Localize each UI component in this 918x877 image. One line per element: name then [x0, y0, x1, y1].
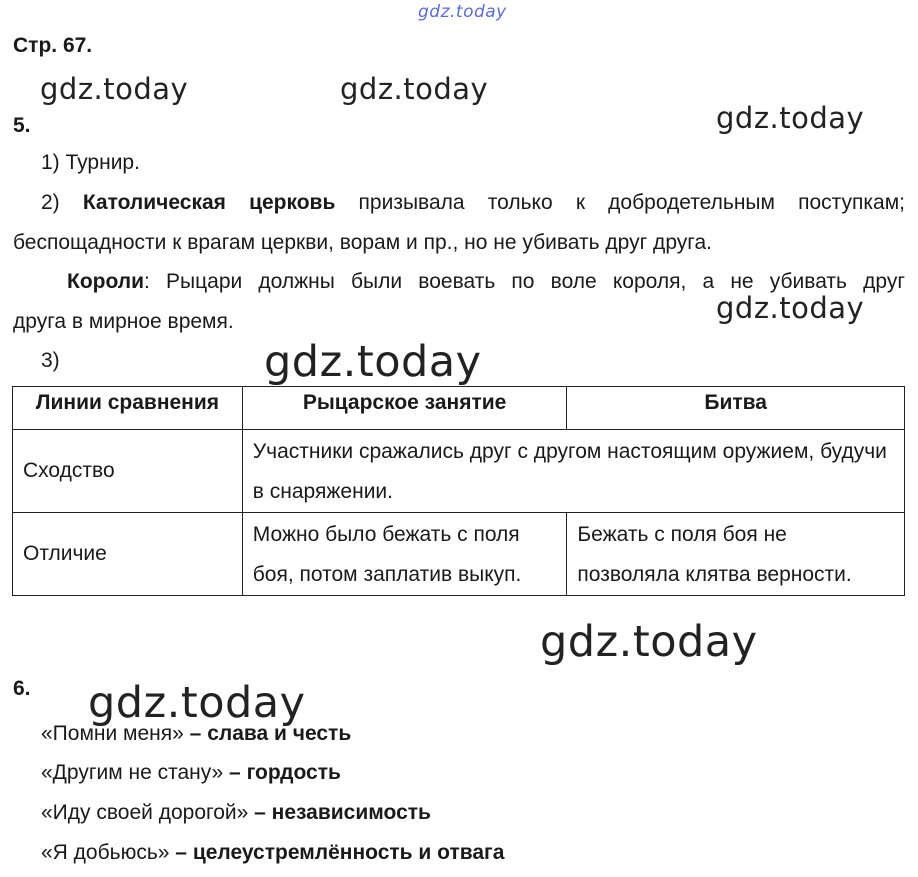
table-cell: Бежать с поля боя не позволяла клятва верности. — [567, 513, 905, 596]
table-row — [13, 430, 905, 513]
answer-item — [13, 270, 905, 294]
table-cell-label: Сходство — [13, 430, 243, 513]
watermark: gdz.today — [340, 72, 489, 106]
answer-bold: гордость — [246, 761, 341, 784]
quote-text: «Иду своей дорогой» — [41, 801, 249, 824]
table-header: Битва — [567, 387, 905, 430]
watermark: gdz.today — [540, 617, 758, 667]
answer-text: призывала только к добродетельным поступкам; — [335, 191, 906, 214]
watermark: gdz.today — [40, 72, 189, 106]
watermark: gdz.today — [264, 337, 482, 387]
quote-text: «Я добьюсь» — [41, 841, 170, 864]
watermark: gdz.today — [716, 291, 865, 325]
table-header-row — [13, 387, 905, 430]
answer-item: 1) Турнир. — [41, 151, 140, 174]
answer-item: 3) — [41, 349, 60, 372]
task-number: 5. — [13, 114, 31, 137]
dash: – — [169, 841, 193, 864]
watermark: gdz.today — [88, 678, 306, 728]
answer-text: беспощадности к врагам церкви, ворам и пр., но не убивать друг друга. — [13, 231, 712, 254]
quote-text: «Помни меня» — [41, 722, 184, 745]
item-prefix: 2) — [41, 191, 83, 214]
list-item — [41, 722, 351, 746]
table-row — [13, 513, 905, 596]
dash: – — [223, 761, 247, 784]
dash: – — [248, 801, 272, 824]
answer-bold: целеустремлённость и отвага — [192, 841, 505, 864]
table-cell-label: Отличие — [13, 513, 243, 596]
table-cell: Участники сражались друг с другом настоящим оружием, будучи в снаряжении. — [242, 430, 904, 513]
dash: – — [183, 722, 208, 745]
list-item — [41, 841, 504, 865]
term-bold: Короли — [67, 270, 145, 293]
task-number: 6. — [13, 677, 31, 700]
table-header: Рыцарское занятие — [242, 387, 567, 430]
answer-item — [13, 191, 905, 215]
answer-bold: независимость — [271, 801, 431, 824]
answer-bold: слава и честь — [207, 722, 352, 745]
list-item — [41, 801, 431, 825]
answer-text: друга в мирное время. — [13, 310, 234, 333]
watermark-top: gdz.today — [418, 2, 507, 22]
quote-text: «Другим не стану» — [41, 761, 224, 784]
table-header: Линии сравнения — [13, 387, 243, 430]
table-cell: Можно было бежать с поля боя, потом заплатив выкуп. — [242, 513, 567, 596]
watermark: gdz.today — [716, 101, 865, 135]
page-reference: Стр. 67. — [13, 34, 93, 57]
term-bold: Католическая церковь — [82, 191, 336, 214]
list-item — [41, 761, 341, 785]
comparison-table — [12, 386, 905, 596]
answer-text: : Рыцари должны были воевать по воле короля, а не убивать друг — [144, 270, 905, 293]
